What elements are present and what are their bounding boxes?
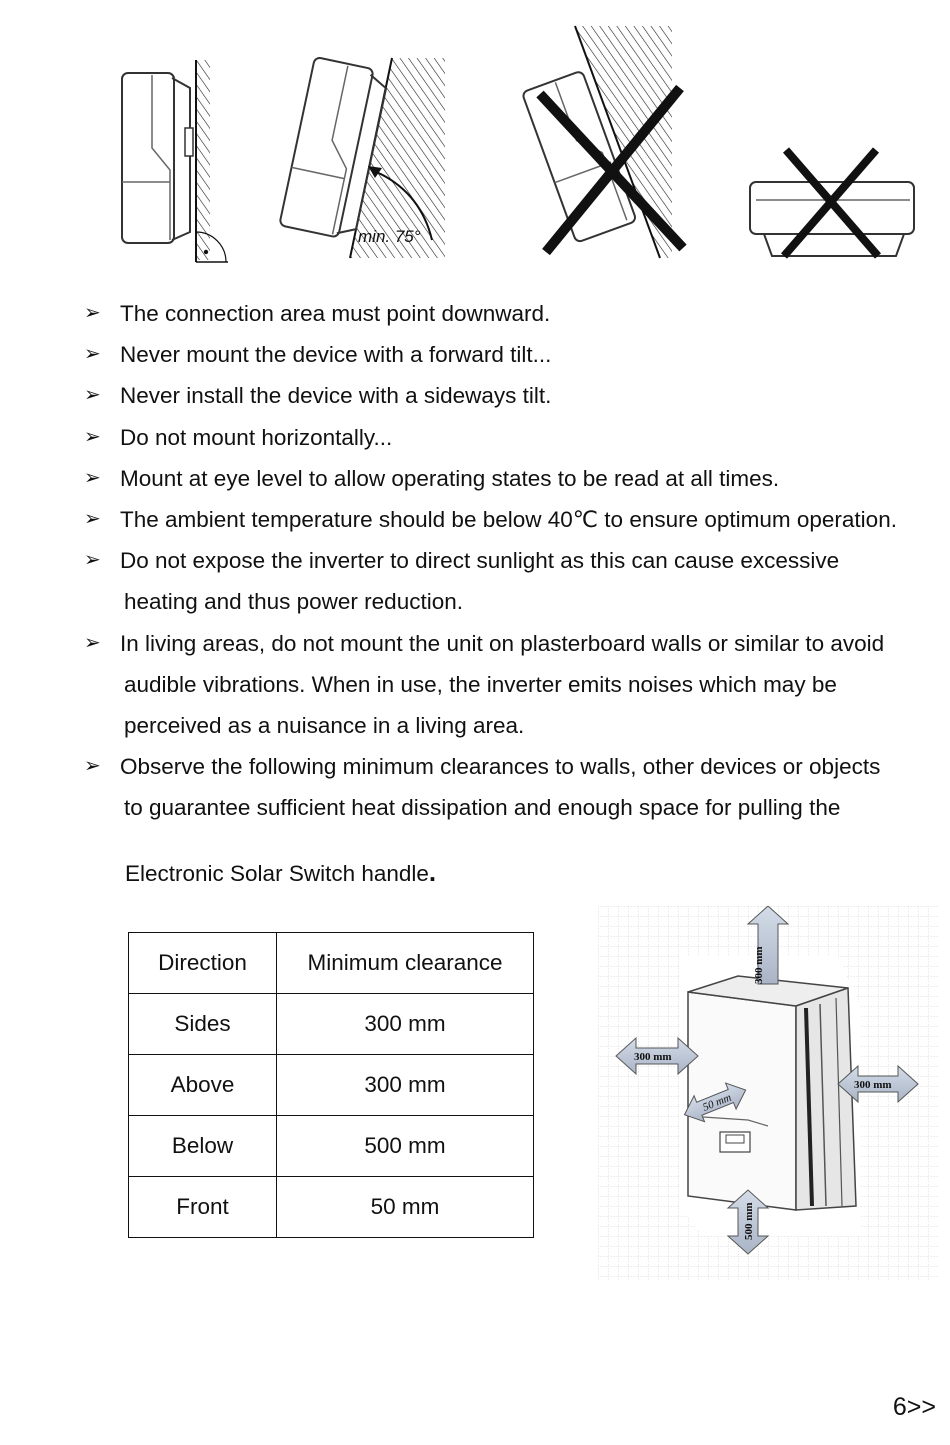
list-item-continuation: perceived as a nuisance in a living area. xyxy=(124,713,525,739)
bottom-clearance-label: 500 mm xyxy=(743,1202,755,1240)
table-cell: Below xyxy=(129,1116,277,1177)
installation-rules-list xyxy=(82,293,942,829)
table-cell: Front xyxy=(129,1177,277,1238)
table-cell: 300 mm xyxy=(277,1055,534,1116)
list-item: ➢ Observe the following minimum clearances to walls, other devices or objects to guarantee sufficient heat dissipation and enough space for pulling the xyxy=(82,746,942,828)
list-item: ➢ Never mount the device with a forward tilt... xyxy=(82,334,942,375)
inverter-illustration xyxy=(680,956,860,1236)
arrow-bullet-icon: ➢ xyxy=(84,466,101,489)
table-cell: Sides xyxy=(129,994,277,1055)
arrow-bullet-icon: ➢ xyxy=(84,755,101,778)
table-header-cell: Direction xyxy=(129,933,277,994)
table-row xyxy=(129,1177,534,1238)
arrow-bullet-icon: ➢ xyxy=(84,384,101,407)
table-row xyxy=(129,1055,534,1116)
table-cell: 300 mm xyxy=(277,994,534,1055)
clearance-table xyxy=(128,932,534,1238)
list-item: ➢ Do not expose the inverter to direct sunlight as this can cause excessive heating and thus power reduction. xyxy=(82,540,942,622)
list-item-tail: Electronic Solar Switch handle. xyxy=(125,857,437,887)
mounting-orientation-figures xyxy=(0,0,950,280)
table-row xyxy=(129,1116,534,1177)
table-cell: Above xyxy=(129,1055,277,1116)
top-clearance-label: 300 mm xyxy=(753,946,765,984)
list-item-continuation: to guarantee sufficient heat dissipation and enough space for pulling the xyxy=(124,795,841,821)
list-item-continuation: heating and thus power reduction. xyxy=(124,589,463,615)
table-header-row xyxy=(129,933,534,994)
arrow-bullet-icon: ➢ xyxy=(84,302,101,324)
angle-label: min. 75° xyxy=(358,227,421,246)
list-item: ➢ The connection area must point downward. xyxy=(82,293,942,334)
list-item-continuation: audible vibrations. When in use, the inverter emits noises which may be xyxy=(124,671,837,697)
front-clearance-label: 50 mm xyxy=(701,1091,734,1114)
list-item: ➢ The ambient temperature should be below 40℃ to ensure optimum operation. xyxy=(82,499,942,540)
figure-vertical-mount xyxy=(122,60,228,262)
right-clearance-label: 300 mm xyxy=(854,1079,892,1091)
list-item: ➢ Never install the device with a sideways tilt. xyxy=(82,375,942,416)
arrow-bullet-icon: ➢ xyxy=(84,508,101,531)
figure-backward-tilt-mount xyxy=(279,57,445,258)
arrow-bullet-icon: ➢ xyxy=(84,549,101,572)
clearance-diagram xyxy=(598,906,938,1281)
figure-horizontal-wrong xyxy=(750,150,914,256)
figure-forward-tilt-wrong xyxy=(522,26,683,258)
table-row xyxy=(129,994,534,1055)
list-item: ➢ In living areas, do not mount the unit on plasterboard walls or similar to avoid audible vibrations. When in use, the inverter emits noises which may be perceived as a nuisance in a living area. xyxy=(82,623,942,747)
list-item: ➢ Do not mount horizontally... xyxy=(82,417,942,458)
left-clearance-label: 300 mm xyxy=(634,1051,672,1063)
table-cell: 500 mm xyxy=(277,1116,534,1177)
table-cell: 50 mm xyxy=(277,1177,534,1238)
arrow-bullet-icon: ➢ xyxy=(84,343,101,366)
page-number: 6>> xyxy=(892,1393,936,1421)
arrow-bullet-icon: ➢ xyxy=(84,425,101,448)
list-item: ➢ Mount at eye level to allow operating states to be read at all times. xyxy=(82,458,942,499)
arrow-bullet-icon: ➢ xyxy=(84,631,101,654)
table-header-cell: Minimum clearance xyxy=(277,933,534,994)
